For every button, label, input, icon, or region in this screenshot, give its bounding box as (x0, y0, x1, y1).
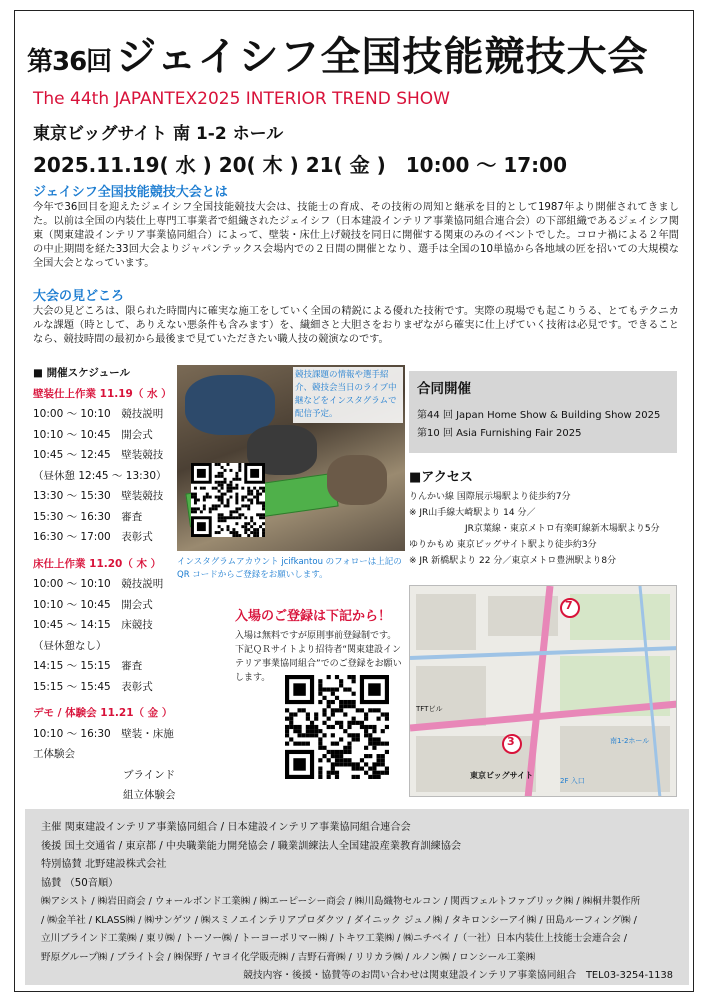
event-title (27, 25, 648, 82)
joint-event-box (409, 371, 677, 453)
schedule-row: 10:45 ～ 14:15 床競技 (33, 619, 153, 631)
schedule-heading: ■ 開催スケジュール (33, 367, 130, 379)
instagram-qr-code[interactable] (191, 463, 265, 537)
registration-text: 入場は無料ですが原則事前登録制です。下記ＱＲサイトより招待者“関東建設インテリア事業協同組合”でのご登録をお願いします。 (235, 631, 402, 683)
title-main: ジェイシフ全国技能競技大会 (116, 34, 649, 80)
about-heading: ジェイシフ全国技能競技大会とは (33, 185, 228, 200)
joint-title: 合同開催 (417, 381, 471, 397)
access-section (409, 466, 689, 569)
footer-organizer: 主催 関東建設インテリア事業協同組合 / 日本建設インテリア事業協同組合連合会 (41, 822, 411, 833)
access-map[interactable] (409, 585, 677, 797)
footer-credits (25, 809, 689, 985)
access-line: りんかい線 国際展示場駅より徒歩約7分 (409, 492, 571, 502)
worker-arm-shape (185, 375, 275, 435)
schedule-row: 10:10 ～ 10:45 開会式 (33, 598, 153, 611)
joint-line: 第44 回 Japan Home Show & Building Show 2025 (417, 410, 661, 421)
event-subtitle: The 44th JAPANTEX2025 INTERIOR TREND SHOW (33, 89, 450, 109)
schedule-row: （昼休憩 12:45 ～ 13:30） (33, 469, 167, 482)
joint-line: 第10 回 Asia Furnishing Fair 2025 (417, 428, 582, 439)
schedule-day3-title: デモ / 体験会 11.21（ 金 ） (33, 707, 173, 719)
about-text: 今年で36回目を迎えたジェイシフ全国技能競技大会は、技能士の育成、その技術の周知と継承を目的として1987年より開催されてきました。以前は全国の内装仕上専門工事業者で組織されたジェイシフ（日本建設インテリア事業協同組合連合会）の下部組織であるジェイシフ関東（関東建設インテリア事業協同組合）によって、壁装・床仕上げ競技を同日に開催する関東のみのイベントでした。コロナ禍による２年間の中止期間を経た33回大会よりジャパンテックス会場内での２日間の開催となり、選手は全国の10単協から各地域の匠を招いての大規模な全国大会となっています。 (33, 202, 679, 269)
footer-sponsors-heading: 協賛 （50音順） (41, 877, 119, 889)
schedule-row: 15:15 ～ 15:45 表彰式 (33, 680, 153, 693)
highlights-heading: 大会の見どころ (33, 289, 125, 304)
schedule-row: ブラインド組立体験会 (123, 768, 176, 801)
schedule-row: 16:30 ～ 17:00 表彰式 (33, 531, 153, 543)
schedule-row: 15:30 ～ 16:30 審査 (33, 510, 143, 523)
access-line: ※ JR山手線大崎駅より 14 分／ (409, 508, 536, 518)
event-venue: 東京ビッグサイト 南 1-2 ホール (33, 124, 284, 144)
footer-sponsor-line: 野原グループ㈱ / ブライト会 / ㈱保野 / ヤヨイ化学販売㈱ / 吉野石膏㈱ / リリカラ㈱ / ルノン㈱ / ロンシール工業㈱ (41, 951, 536, 963)
schedule-row: 13:30 ～ 15:30 壁装競技 (33, 490, 164, 502)
access-line: ※ JR 新橋駅より 22 分／東京メトロ豊洲駅より8分 (409, 556, 617, 566)
schedule-day1-title: 壁装仕上作業 11.19（ 水 ） (33, 387, 172, 400)
title-prefix: 第36回 (27, 47, 112, 77)
schedule-day2-title: 床仕上作業 11.20（ 木 ） (33, 557, 162, 570)
map-marker-7: 7 (565, 599, 573, 612)
schedule-row: 10:00 ～ 10:10 競技説明 (33, 408, 164, 420)
access-title: ■アクセス (409, 470, 473, 485)
flyer-page (14, 10, 694, 992)
access-line: ゆりかもめ 東京ビッグサイト駅より徒歩約3分 (409, 540, 597, 550)
photo-caption: 競技課題の情報や選手紹介、競技会当日のライブ中継などをインスタグラムで配信予定。 (293, 367, 403, 423)
access-line: JR京葉線・東京メトロ有楽町線新木場駅より5分 (465, 524, 660, 534)
schedule-row: 10:10 ～ 16:30 壁装・床施工体験会 (33, 727, 174, 760)
event-date: 2025.11.19( 水 ) 20( 木 ) 21( 金 ) 10:00 ～ 17:00 (33, 153, 567, 177)
registration-qr-code[interactable] (285, 675, 389, 779)
footer-sponsor-line: 立川ブラインド工業㈱ / 東リ㈱ / トーソー㈱ / トーヨーポリマー㈱ / トキワ工業㈱ / ㈱ニチベイ /（一社）日本内装仕上技能士会連合会 / (41, 933, 628, 944)
schedule-row: 10:45 ～ 12:45 壁装競技 (33, 449, 164, 461)
map-marker-3: 3 (507, 735, 515, 748)
footer-contact: 競技内容・後援・協賛等のお問い合わせは関東建設インテリア事業協同組合 TEL03-3254-1138 (243, 970, 673, 981)
registration-title: 入場のご登録は下記から！ (235, 609, 392, 624)
highlights-text: 大会の見どころは、限られた時間内に確実な施工をしていく全国の精鋭による優れた技術です。実際の現場でも起こりうる、とてもテクニカルな課題（時として、ありえない悪条件も含みます）を、繊細さと大胆さをおりまぜながら確実に仕上げていく技術は必見です。できることなら、競技時間の最初から最後まで見ていただきたい職人技の競演なのです。 (33, 306, 679, 345)
footer-sponsor-line: ㈱アシスト / ㈱岩田商会 / ウォールボンド工業㈱ / ㈱エーピーシー商会 / ㈱川島織物セルコン / 関西フェルトファブリック㈱ / ㈱桐井製作所 (41, 896, 641, 907)
worker-hand-shape (327, 455, 387, 505)
schedule-row: 10:00 ～ 10:10 競技説明 (33, 578, 164, 590)
schedule (33, 363, 183, 847)
map-label-bigsight: 東京ビッグサイト (470, 771, 534, 780)
map-drawing (410, 586, 677, 797)
map-label-hall: 南1-2ホール (610, 737, 650, 745)
footer-support: 後援 国土交通省 / 東京都 / 中央職業能力開発協会 / 職業訓練法人全国建設産業教育訓練協会 (41, 840, 462, 852)
map-label-tft: TFTビル (416, 705, 443, 713)
schedule-row: （昼休憩なし） (33, 639, 107, 652)
schedule-row: 10:10 ～ 10:45 開会式 (33, 428, 153, 441)
footer-sponsor-line: / ㈱金羊社 / KLASS㈱ / ㈱サンゲツ / ㈱スミノエインテリアプロダクツ / ダイニック ジュノ㈱ / タキロンシーアイ㈱ / 田島ルーフィング㈱ / (41, 914, 637, 926)
footer-special-sponsor: 特別協賛 北野建設株式会社 (41, 859, 167, 870)
map-label-entrance: 2F 入口 (560, 777, 585, 785)
schedule-row: 14:15 ～ 15:15 審査 (33, 660, 143, 672)
instagram-note: インスタグラムアカウント jcifkantou のフォローは上記の QR コードからご登録をお願いします。 (177, 557, 402, 580)
